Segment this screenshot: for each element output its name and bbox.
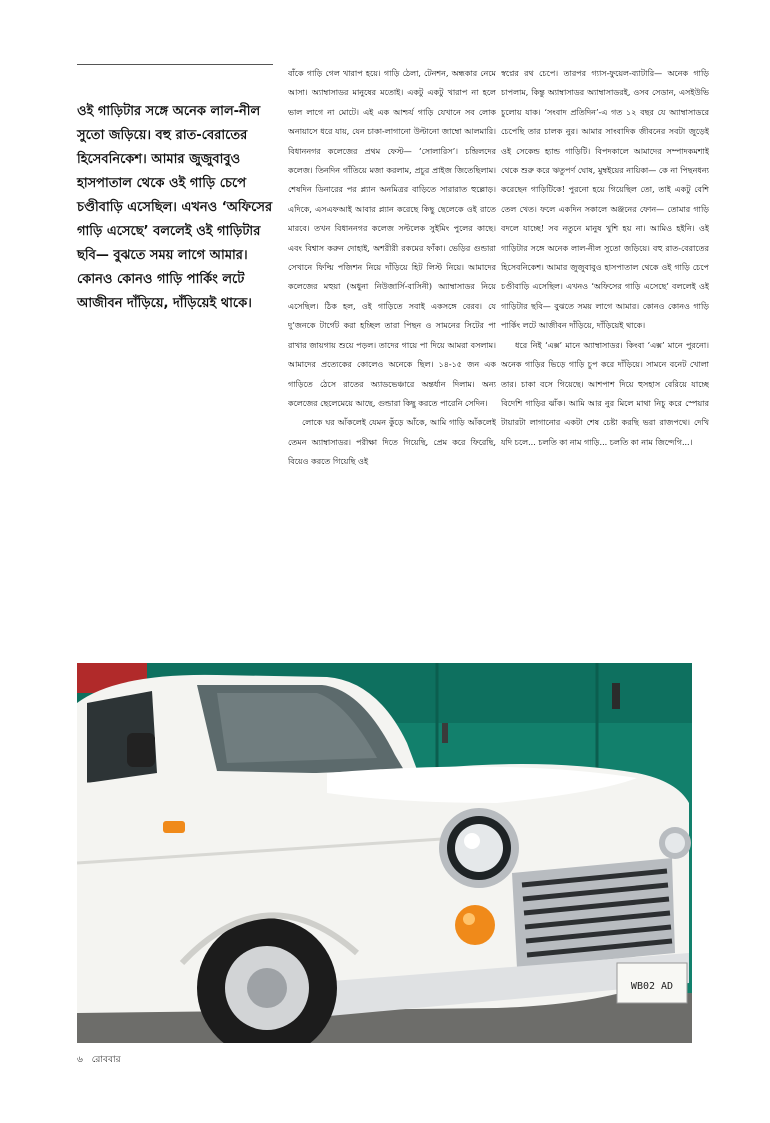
side-indicator [163, 821, 185, 833]
page-footer [77, 1052, 127, 1067]
body-paragraph: বাঁকে গাড়ি গেল খারাপ হয়ে। গাড়ি ঠেলা, টেনশন, অন্ধকার নেমে আসা। অ্যাম্বাসাডর মানুষের মতোই। একটু একটু খারাপ না হলে ভাল লাগে না মোটে। এই এক আশ্চর্য গাড়ি যেখানে সব লোক অনায়াসে ধরে যায়, যেন চাকা-লাগানো উল্টানো জাম্বো আলমারি। বিধাননগর কলেজের প্রথম ফেস্ট— ‘সোলারিস’। চন্দ্রিলদের কলেজ। তিনদিন গাঁতিয়ে মজা করলাম, প্রচুর প্রাইজ জিতেছিলাম। শেষদিন ডিনারের পর প্ল্যান অনমিত্রর বাড়িতে সারারাত হুল্লোড়। এদিকে, এসএফআই আবার প্ল্যান করেছে কিছু ছেলেকে ওই রাতে মারবে। তখন বিধাননগর কলেজ সল্টলেক সুইমিং পুলের কাছে। এবং বিশ্বাস করুন দোহাই, অশরীরী রকমের ফাঁকা। ভেড়ির গুন্ডারা সেখানে ফিল্মি পজিশন নিয়ে দাঁড়িয়ে হিট লিস্ট নিয়ে। আমাদের কলেজের মহুয়া (অধুনা নিউজার্সি-বাসিনী) অ্যাম্বাসাডর নিয়ে এসেছিল। ঠিক হল, ওই গাড়িতে সবাই একসঙ্গে বেরব। যে দু’জনকে টার্গেট করা হচ্ছিল তারা পিছন ও সামনের সিটের পা রাখার জায়গায় শুয়ে পড়ল। তাদের গায়ে পা দিয়ে আমরা বসলাম। আমাদের প্রত্যেকের কোলেও অনেকে ছিল। ১৪-১৫ জন এক গাড়িতে ঠেসে রাতের অ্যাডভেঞ্চারে অন্তর্ধান দিলাম। অন্য কলেজের ছেলেমেয়ে আছে, গুন্ডারা কিছু করতে পারেনি সেদিন। [288, 69, 496, 408]
pull-quote-text: ওই গাড়িটার সঙ্গে অনেক লাল-নীল সুতো জড়িয়ে। বহু রাত-বেরাতের হিসেবনিকেশ। আমার জুজুবাবুও হাসপাতাল থেকে ওই গাড়ি চেপে চণ্ডীবাড়ি এসেছিল। এখনও ‘অফিসের গাড়ি এসেছে’ বললেই ওই গাড়িটার ছবি— বুঝতে সময় লাগে আমার। কোনও কোনও গাড়ি পার্কিং লটে আজীবন দাঁড়িয়ে, দাঁড়িয়েই থাকে। [77, 104, 273, 311]
body-column-3 [501, 64, 709, 646]
number-plate-text: WB02 AD [630, 981, 674, 992]
top-rule [77, 64, 273, 65]
page-number: ৬ [77, 1055, 83, 1065]
body-paragraph: ধরে নিই ‘এক্স’ মানে অ্যাম্বাসাডর। কিংবা ‘এক্স’ মানে পুরনো। অনেক গাড়ির ভিড়ে গাড়ি চুপ করে দাঁড়িয়ে। সামনে বনেট খোলা তার। চাকা বসে গিয়েছে। আশপাশ দিয়ে হুসহাস বেরিয়ে যাচ্ছে বিদেশি গাড়ির ঝাঁক। আমি আর নুর মিলে মাথা নিচু করে স্পেয়ার টায়ারটা লাগানোর একটা শেষ চেষ্টা করছি ভরা রাজপথে। দেখি যদি চলে... চলতি কা নাম গাড়ি... চলতি কা নাম জিন্দেগি...। [501, 340, 709, 447]
body-column-2 [288, 64, 496, 646]
pull-quote [77, 100, 277, 316]
body-paragraph: স্বপ্নের রথ চেপে। তারপর গ্যাস-ফুয়েল-ব্যাটারি— অনেক গাড়ি চাপলাম, কিন্তু অ্যাম্বাসাডর অ্যাম্বাসাডরই, ওসব সেডান, এসইউভি চুলোয় যাক। ‘সংবাদ প্রতিদিন’-এ গত ১২ বছর যে অ্যাম্বাসাডরে চেপেছি তার চালক নুর। আমার সাংবাদিক জীবনের সবটা জুড়েই ওই সেকেন্ড হ্যান্ড গাড়িটি। বিপদকালে আমাদের সম্পাদকমশাই থেকে শুরু করে ঋতুপর্ণ ঘোষ, মুম্বইয়ের নায়িকা— কে না পিছনধন্য করেছেন গাড়িটিকে! পুরনো হয়ে গিয়েছিল তো, তাই একটু বেশি তেল খেত। ফলে একদিন সকালে অঞ্জনের ফোন— তোমার গাড়ি বদলে যাচ্ছে! সব নতুনে মানুষ খুশি হয় না। আমিও হইনি। ওই গাড়িটার সঙ্গে অনেক লাল-নীল সুতো জড়িয়ে। বহু রাত-বেরাতের হিসেবনিকেশ। আমার জুজুবাবুও হাসপাতাল থেকে ওই গাড়ি চেপে চণ্ডীবাড়ি এসেছিল। এখনও ‘অফিসের গাড়ি এসেছে’ বললেই ওই গাড়িটার ছবি— বুঝতে সময় লাগে আমার। কোনও কোনও গাড়ি পার্কিং লটে আজীবন দাঁড়িয়ে, দাঁড়িয়েই থাকে। [501, 69, 709, 331]
magazine-name: রোববার [91, 1055, 121, 1065]
car-mirror [127, 733, 155, 767]
parking-lamp [455, 905, 495, 945]
ambassador-car-photo [77, 663, 692, 1043]
body-paragraph: লোকে ঘর আঁকলেই যেমন কুঁড়ে আঁকে, আমি গাড়ি আঁকলেই তেমন অ্যাম্বাসাডর। পরীক্ষা দিতে গিয়েছি, প্রেম করে ফিরেছি, বিয়েও করতে গিয়েছি ওই [288, 418, 496, 467]
